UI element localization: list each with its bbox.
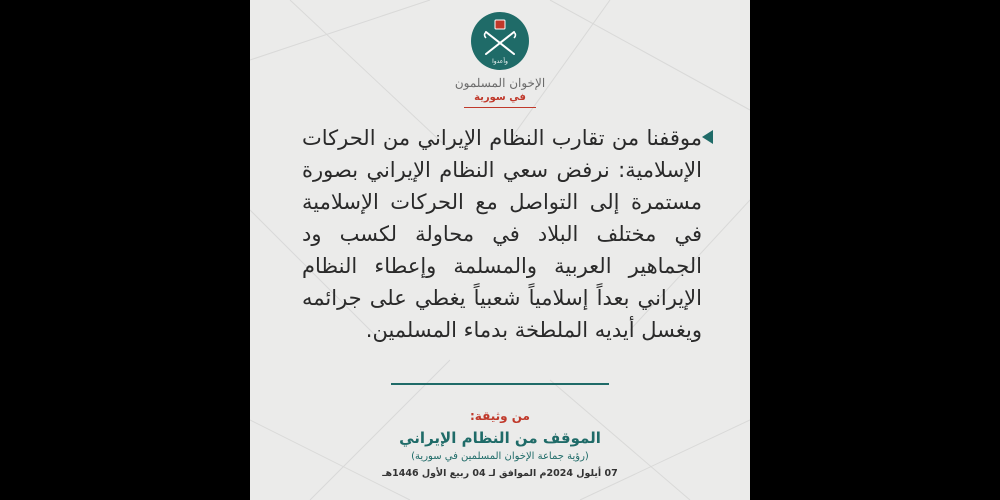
statement-text: موقفنا من تقارب النظام الإيراني من الحركات الإسلامية: نرفض سعي النظام الإيراني بصورة مستمرة إلى التواصل مع الحركات الإسلامية في مختلف البلاد في محاولة لكسب ود الجماهير العربية والمسلمة وإعطاء النظام الإيراني بعداً إسلامياً شعبياً يغطي على جرائمه ويغسل أيديه الملطخة بدماء المسلمين.: [302, 126, 702, 342]
bullet-arrow-icon: [702, 130, 713, 144]
brotherhood-emblem-icon: [471, 12, 529, 70]
logo-underline: [464, 107, 536, 108]
source-date: 07 أيلول 2024م الموافق لـ 04 ربيع الأول 1446هـ: [382, 468, 618, 479]
logo-name: الإخوان المسلمون: [454, 76, 546, 90]
logo-subtitle: في سورية: [474, 92, 526, 103]
divider: [391, 383, 609, 385]
emblem-text: وأعدوا: [492, 58, 508, 65]
source-label: من وثيقة:: [470, 409, 530, 423]
source-title: الموقف من النظام الإيراني: [399, 429, 601, 447]
source-description: (رؤية جماعة الإخوان المسلمين في سورية): [411, 451, 589, 462]
statement-card: [250, 0, 750, 500]
